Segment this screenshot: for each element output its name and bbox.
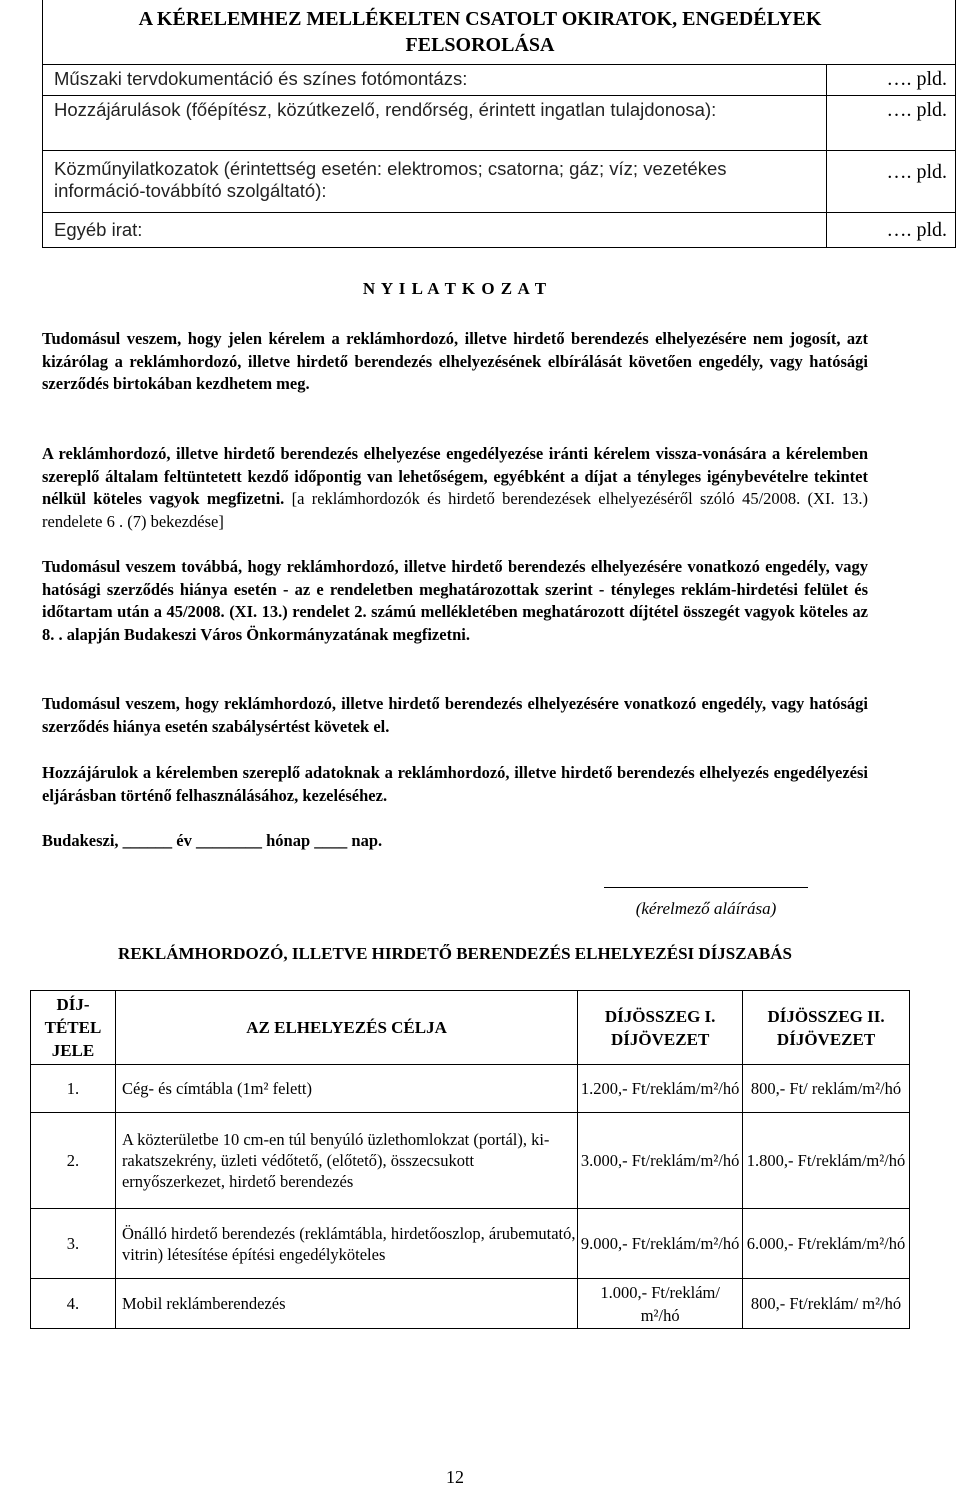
row-code: 4. [31,1279,116,1329]
row-purpose: Önálló hirdető berendezés (reklámtábla, hirdetőoszlop, árubemutató, vitrin) létesítése építési engedélyköteles [115,1209,577,1279]
row-code: 2. [31,1113,116,1209]
attachments-title-line1: A KÉRELEMHEZ MELLÉKELTEN CSATOLT OKIRATOK, ENGEDÉLYEK [138,8,822,30]
header-zone2: DÍJÖSSZEG II. DÍJÖVEZET [743,991,910,1065]
divider [826,64,827,248]
attachment-item-count: …. pld. [886,161,947,183]
row-zone1: 9.000,- Ft/reklám/m²/hó [578,1209,743,1279]
signature-label: (kérelmező aláírása) [635,899,777,918]
declaration-paragraph-1: Tudomásul veszem, hogy jelen kérelem a reklámhordozó, illetve hirdető berendezés elhelyezésére nem jogosít, azt kizárólag a reklámhordozó, illetve hirdető berendezés elhelyezésének elbírálását követően engedély, vagy hatósági szerződés birtokában kezdhetem meg. [42,329,868,393]
attachment-item-label: Hozzájárulások (főépítész, közútkezelő, rendőrség, érintett ingatlan tulajdonosa): [54,99,717,120]
divider [42,64,956,65]
row-purpose: A közterületbe 10 cm-en túl benyúló üzlethomlokzat (portál), ki-rakatszekrény, üzleti védőtető, (előtető), összecsukott ernyőszerkezet, hirdető berendezés [115,1113,577,1209]
date-line: Budakeszi, ______ év ________ hónap ____ nap. [42,831,383,850]
declaration-paragraph-2-normal: [a reklámhordozók és hirdető berendezések elhelyezéséről szóló 45/2008. (XI. 13.) rendelete 6 . (7) bekezdése] [42,489,868,531]
row-purpose: Mobil reklámberendezés [115,1279,577,1329]
header-code: DÍJ-TÉTEL JELE [31,991,116,1065]
page-number: 12 [446,1467,464,1487]
table-row [31,1065,910,1113]
table-row [31,1209,910,1279]
row-zone1: 3.000,- Ft/reklám/m²/hó [578,1113,743,1209]
attachment-item-label: Egyéb irat: [54,219,143,240]
row-code: 3. [31,1209,116,1279]
divider [42,150,956,151]
row-zone1: 1.200,- Ft/reklám/m²/hó [578,1065,743,1113]
fee-schedule-title: REKLÁMHORDOZÓ, ILLETVE HIRDETŐ BERENDEZÉS ELHELYEZÉSI DÍJSZABÁS [118,944,792,963]
attachment-item-count: …. pld. [886,99,947,121]
attachments-title-line2: FELSOROLÁSA [405,34,555,56]
header-purpose: AZ ELHELYEZÉS CÉLJA [115,991,577,1065]
attachment-item-count: …. pld. [886,219,947,241]
declaration-paragraph-3: Tudomásul veszem továbbá, hogy reklámhordozó, illetve hirdető berendezés elhelyezésére vonatkozó engedély, vagy hatósági szerződés hiánya esetén - az e rendeletben meghatározottak szerint - tényleges reklám-hirdetési felület és időtartam után a 45/2008. (XI. 13.) rendelet 2. számú mellékletében meghatározott díjtétel összegét vagyok köteles az 8. . alapján Budakeszi Város Önkormányzatának megfizetni. [42,557,868,644]
row-purpose: Cég- és címtábla (1m² felett) [115,1065,577,1113]
divider [42,212,956,213]
attachments-title [0,6,960,58]
signature-line [604,887,808,888]
table-row [31,1279,910,1329]
header-zone1: DÍJÖSSZEG I. DÍJÖVEZET [578,991,743,1065]
row-zone2: 800,- Ft/reklám/ m²/hó [743,1279,910,1329]
table-row [31,1113,910,1209]
attachment-item-label: Közműnyilatkozatok (érintettség esetén: elektromos; csatorna; gáz; víz; vezetékes információ-továbbító szolgáltató): [54,158,727,201]
table-header-row [31,991,910,1065]
attachment-item-label: Műszaki tervdokumentáció és színes fotómontázs: [54,68,468,89]
declaration-title: N Y I L A T K O Z A T [362,279,548,298]
declaration-paragraph-2 [42,443,868,533]
row-zone2: 800,- Ft/ reklám/m²/hó [743,1065,910,1113]
divider [42,95,956,96]
declaration-paragraph-4: Tudomásul veszem, hogy reklámhordozó, illetve hirdető berendezés elhelyezésére vonatkozó engedély, vagy hatósági szerződés hiánya esetén szabálysértést követek el. [42,694,868,736]
attachment-item-count: …. pld. [886,68,947,90]
fee-table [30,990,910,1329]
declaration-paragraph-2-bold: A reklámhordozó, illetve hirdető berendezés elhelyezése engedélyezése iránti kérelem vissza-vonására a kérelemben szereplő általam feltüntetett kezdő időpontig van lehetőségem, egyébként a díjat a tényleges igénybevételre tekintet nélkül köteles vagyok megfizetni. [42,444,868,508]
row-zone2: 6.000,- Ft/reklám/m²/hó [743,1209,910,1279]
row-zone1: 1.000,- Ft/reklám/ m²/hó [578,1279,743,1329]
row-code: 1. [31,1065,116,1113]
declaration-paragraph-5: Hozzájárulok a kérelemben szereplő adatoknak a reklámhordozó, illetve hirdető berendezés elhelyezés engedélyezési eljárásban történő felhasználásához, kezeléséhez. [42,763,868,805]
row-zone2: 1.800,- Ft/reklám/m²/hó [743,1113,910,1209]
